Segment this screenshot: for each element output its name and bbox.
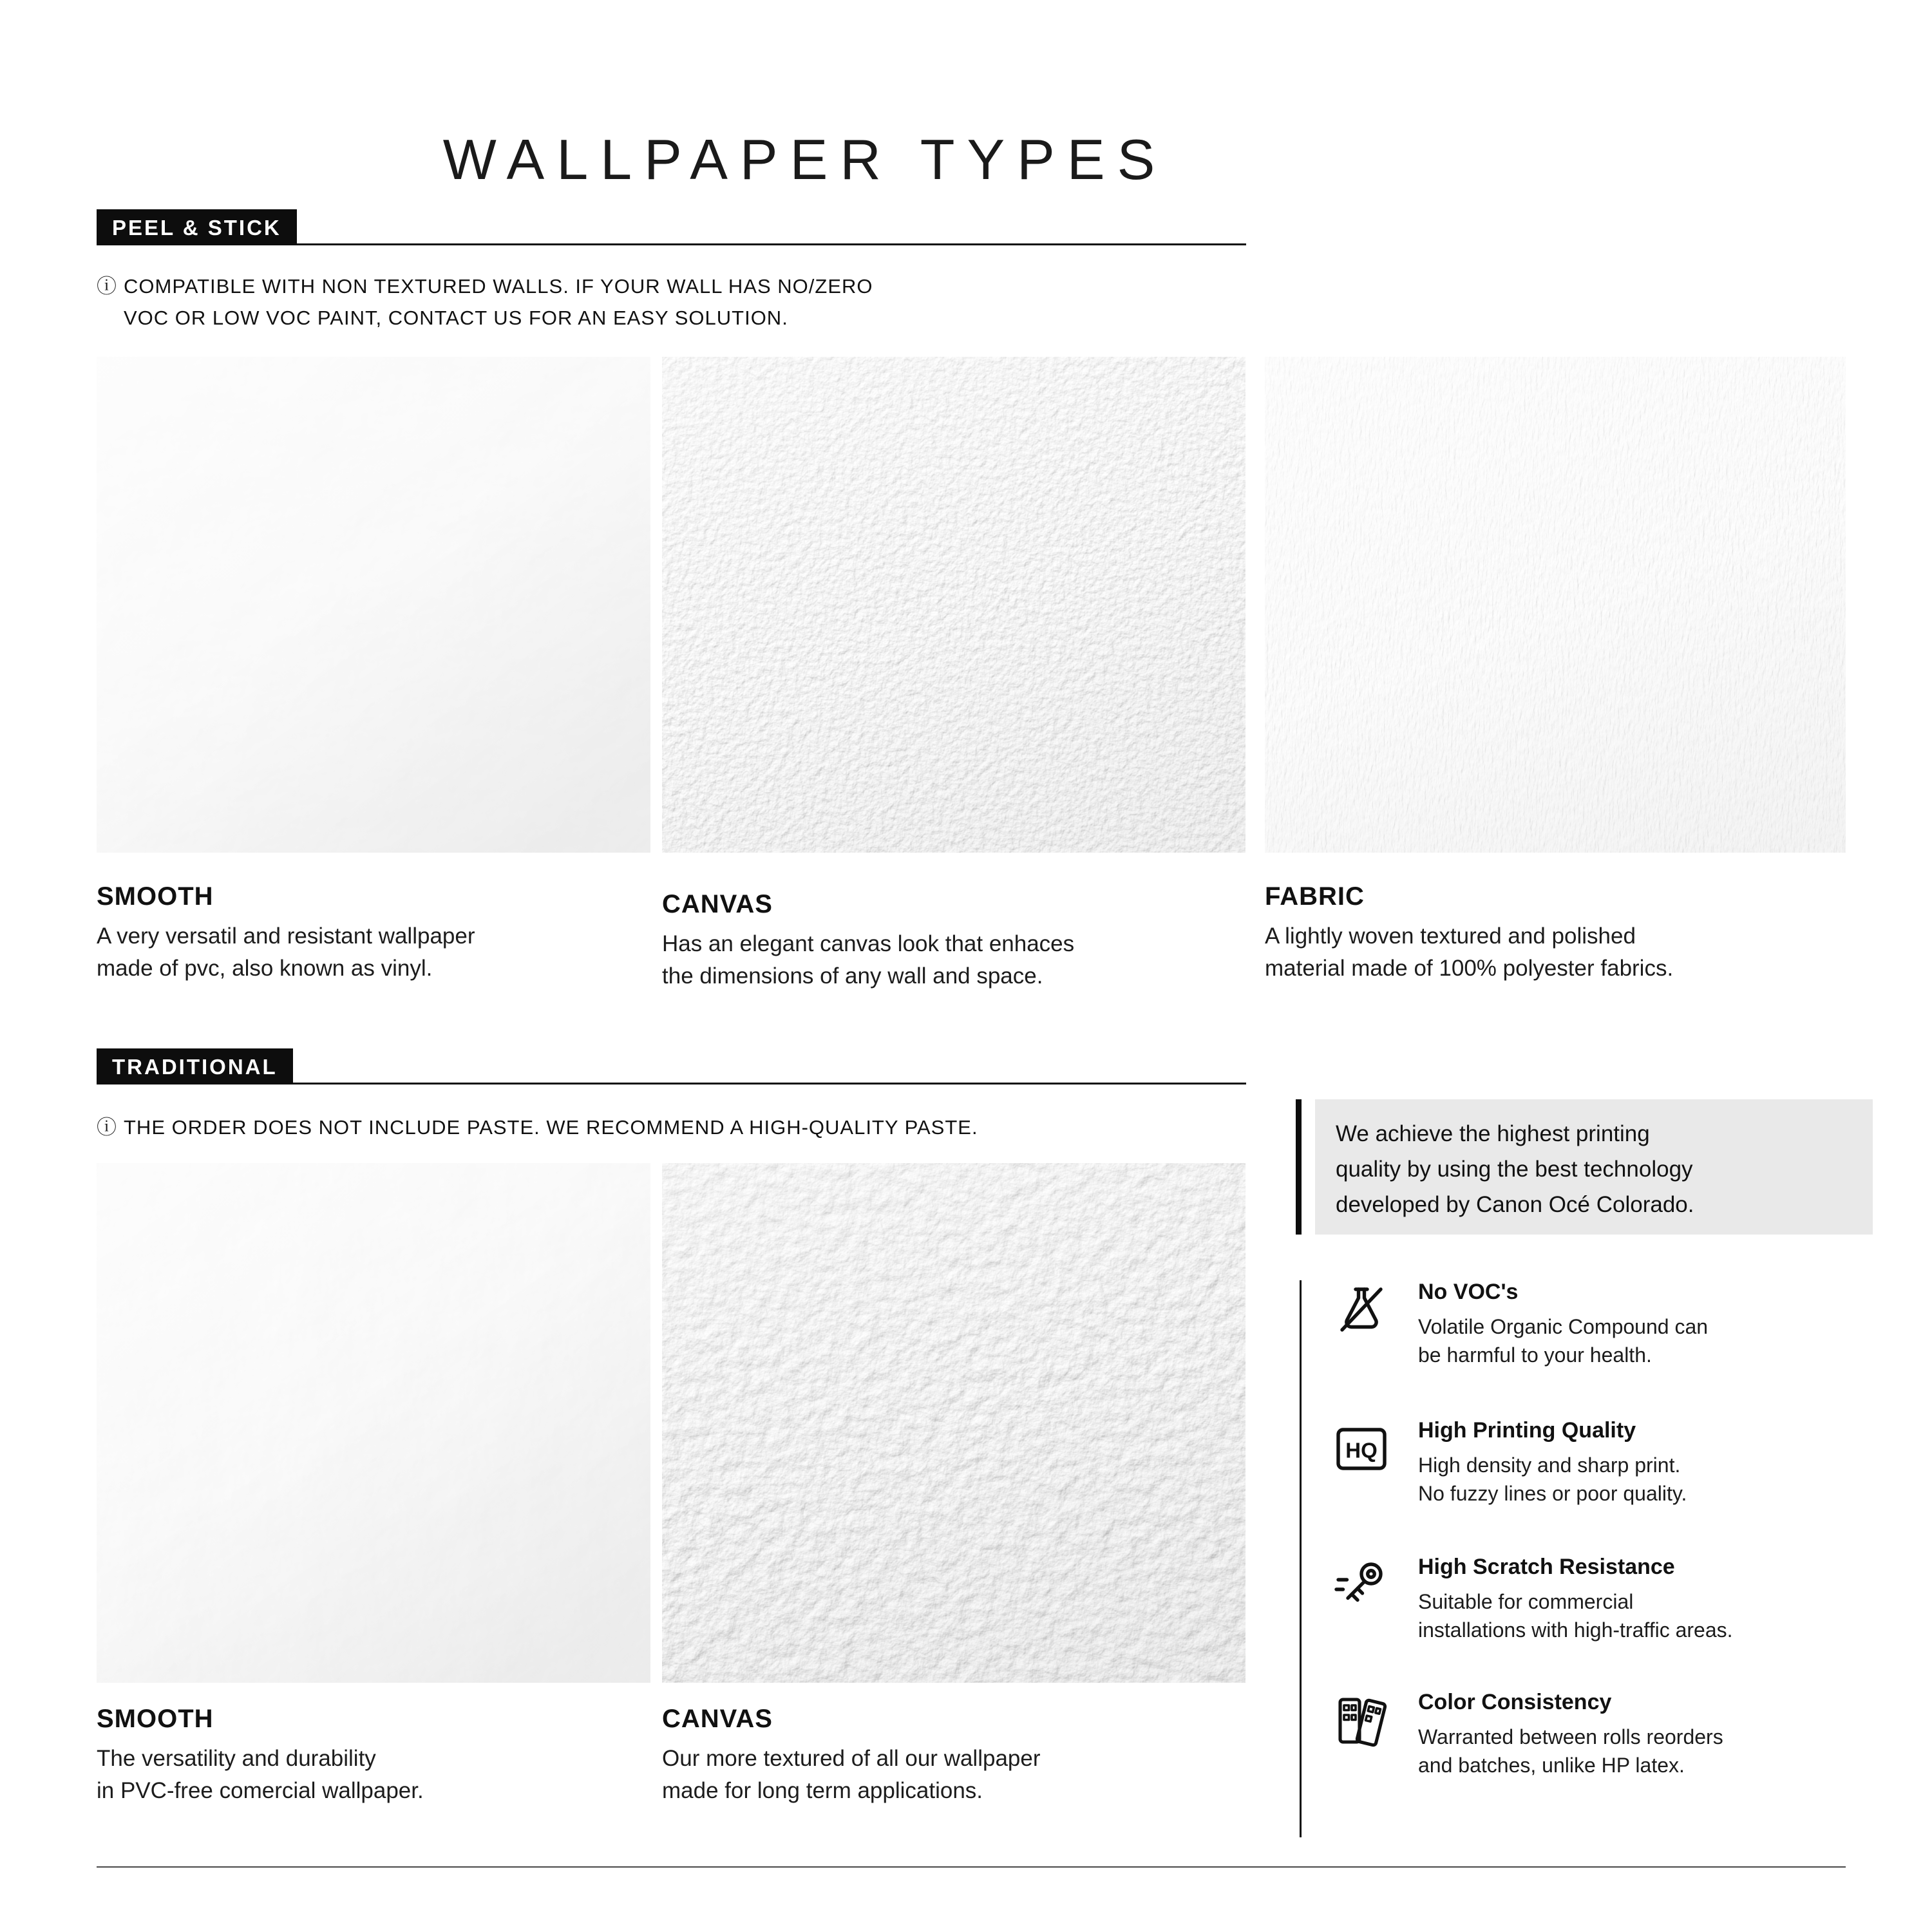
feature-high-scratch-resistance [1331,1553,1878,1644]
wallpaper-card-fabric-peel [1265,357,1846,985]
wallpaper-card-smooth-peel [97,357,650,985]
texture-sample-fabric-peel [1265,357,1846,853]
texture-description: A very versatil and resistant wallpaper made of pvc, also known as vinyl. [97,923,475,981]
note-text: VOC OR LOW VOC PAINT, CONTACT US FOR AN EASY SOLUTION. [124,307,788,329]
texture-sample-canvas-peel [662,357,1245,853]
feature-color-consistency [1331,1689,1878,1779]
feature-description: Suitable for commercial installations with high-traffic areas. [1418,1590,1733,1642]
info-icon: ⓘ [97,275,117,298]
feature-description: High density and sharp print. No fuzzy lines or poor quality. [1418,1454,1687,1505]
feature-text [1418,1417,1687,1508]
quality-note-line: We achieve the highest printing [1336,1121,1650,1146]
color-consistency-icon [1331,1690,1392,1752]
note-text: THE ORDER DOES NOT INCLUDE PASTE. WE RECOMMEND A HIGH-QUALITY PASTE. [124,1116,978,1139]
feature-list-rule [1300,1280,1302,1837]
texture-name: SMOOTH [97,1705,214,1733]
feature-text [1418,1689,1723,1779]
quality-note-line: quality by using the best technology [1336,1157,1693,1182]
texture-description: The versatility and durability in PVC-free comercial wallpaper. [97,1746,424,1803]
svg-text:HQ: HQ [1345,1438,1378,1463]
texture-description: A lightly woven textured and polished material made of 100% polyester fabrics. [1265,923,1674,981]
texture-name: FABRIC [1265,882,1365,911]
section-label-peel-stick: PEEL & STICK [97,209,297,245]
texture-name: CANVAS [662,890,773,918]
texture-sample-smooth-peel [97,357,650,853]
wallpaper-card-smooth-traditional [97,1163,650,1807]
quality-box-accent-bar [1296,1099,1302,1235]
section-label-traditional: TRADITIONAL [97,1048,293,1084]
fabric-texture-image [1265,357,1846,853]
texture-description: Our more textured of all our wallpaper made for long term applications. [662,1746,1041,1803]
texture-name: CANVAS [662,1705,773,1733]
texture-description: Has an elegant canvas look that enhaces the dimensions of any wall and space. [662,931,1075,989]
note-line [97,270,873,302]
texture-sample-canvas-traditional [662,1163,1245,1683]
page-title: WALLPAPER TYPES [442,127,1168,191]
peel-stick-note [97,270,873,334]
smooth-texture-image [97,1163,650,1683]
canvas-texture-image [662,357,1245,853]
traditional-note [97,1112,978,1143]
smooth-texture-image [97,357,650,853]
feature-text [1418,1553,1733,1644]
note-line [97,1112,978,1143]
feature-text [1418,1278,1708,1369]
feature-high-printing-quality [1331,1417,1878,1508]
feature-no-voc [1331,1278,1878,1369]
texture-sample-smooth-traditional [97,1163,650,1683]
feature-title: High Scratch Resistance [1418,1555,1675,1579]
texture-name: SMOOTH [97,882,214,911]
feature-description: Volatile Organic Compound can be harmful to your health. [1418,1315,1709,1367]
canvas-texture-image [662,1163,1245,1683]
feature-title: High Printing Quality [1418,1418,1636,1443]
feature-description: Warranted between rolls reorders and batches, unlike HP latex. [1418,1725,1723,1777]
note-text: COMPATIBLE WITH NON TEXTURED WALLS. IF YOUR WALL HAS NO/ZERO [124,275,873,298]
info-icon: ⓘ [97,1116,117,1139]
wallpaper-card-canvas-traditional [662,1163,1245,1807]
hq-icon [1331,1418,1392,1480]
wallpaper-card-canvas-peel [662,357,1245,992]
quality-note-line: developed by Canon Océ Colorado. [1336,1192,1694,1217]
page-footer-rule [97,1866,1846,1868]
quality-note-box [1315,1099,1873,1235]
scratch-resistance-icon [1331,1555,1392,1616]
feature-title: No VOC's [1418,1280,1519,1304]
feature-title: Color Consistency [1418,1690,1612,1714]
no-voc-icon [1331,1280,1392,1341]
